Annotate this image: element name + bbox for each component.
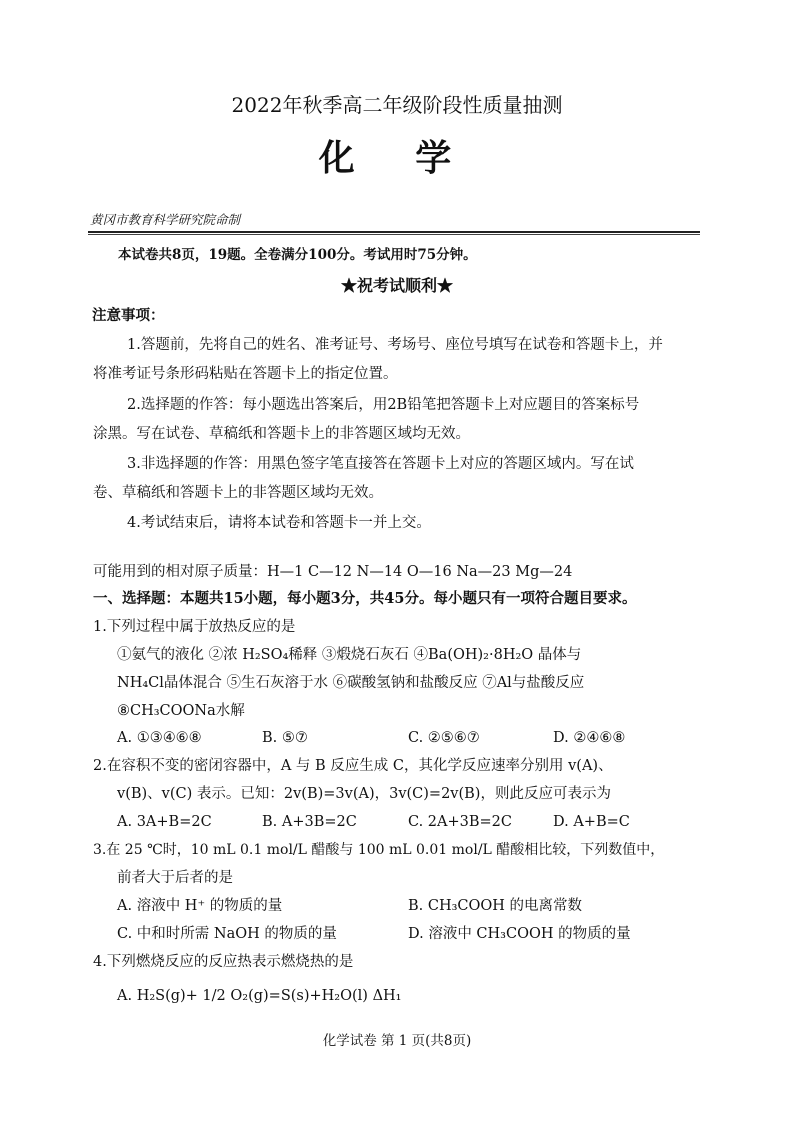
q4-option-a: A. H₂S(g)+ 1/2 O₂(g)=S(s)+H₂O(l) ΔH₁ bbox=[117, 988, 402, 1004]
q3-option-c: C. 中和时所需 NaOH 的物质的量 bbox=[117, 926, 337, 942]
notice-item-4-line-1: 4.考试结束后，请将本试卷和答题卡一并上交。 bbox=[127, 515, 431, 531]
notice-item-3-line-1: 3.非选择题的作答：用黑色签字笔直接答在答题卡上对应的答题区域内。写在试 bbox=[127, 456, 634, 472]
q1-line-1: ①氨气的液化 ②浓 H₂SO₄稀释 ③煅烧石灰石 ④Ba(OH)₂·8H₂O 晶体与 bbox=[117, 647, 582, 663]
institution-label: 黄冈市教育科学研究院命制 bbox=[90, 212, 241, 227]
q3-option-b: B. CH₃COOH 的电离常数 bbox=[408, 898, 583, 914]
q1-stem: 1.下列过程中属于放热反应的是 bbox=[93, 619, 296, 635]
q2-option-a: A. 3A+B=2C bbox=[117, 814, 212, 830]
notice-item-1-line-1: 1.答题前，先将自己的姓名、准考证号、考场号、座位号填写在试卷和答题卡上，并 bbox=[127, 337, 663, 353]
notice-item-1-line-2: 将准考证号条形码粘贴在答题卡上的指定位置。 bbox=[93, 366, 398, 382]
notice-item-2-line-2: 涂黑。写在试卷、草稿纸和答题卡上的非答题区域均无效。 bbox=[93, 426, 470, 442]
q1-option-c: C. ②⑤⑥⑦ bbox=[408, 730, 480, 746]
blessing: ★祝考试顺利★ bbox=[340, 276, 453, 295]
q2-option-c: C. 2A+3B=2C bbox=[408, 814, 512, 830]
q3-option-d: D. 溶液中 CH₃COOH 的物质的量 bbox=[408, 926, 631, 942]
q1-line-2: NH₄Cl晶体混合 ⑤生石灰溶于水 ⑥碳酸氢钠和盐酸反应 ⑦Al与盐酸反应 bbox=[117, 675, 585, 691]
exam-info: 本试卷共8页，19题。全卷满分100分。考试用时75分钟。 bbox=[118, 247, 477, 263]
q1-line-3: ⑧CH₃COONa水解 bbox=[117, 703, 245, 719]
notice-item-3-line-2: 卷、草稿纸和答题卡上的非答题区域均无效。 bbox=[93, 485, 383, 501]
q2-line-1: 2.在容积不变的密闭容器中，A 与 B 反应生成 C，其化学反应速率分别用 v(A)、 bbox=[93, 758, 613, 774]
subject-title: 化 学 bbox=[318, 137, 476, 179]
q1-option-a: A. ①③④⑥⑧ bbox=[117, 730, 202, 746]
notice-heading: 注意事项： bbox=[92, 307, 165, 324]
atomic-masses: 可能用到的相对原子质量：H—1 C—12 N—14 O—16 Na—23 Mg—24 bbox=[93, 564, 573, 580]
header-rule-thin bbox=[88, 234, 700, 235]
page-footer: 化学试卷 第 1 页(共8页) bbox=[322, 1033, 472, 1049]
section-1-heading: 一、选择题：本题共15小题，每小题3分，共45分。每小题只有一项符合题目要求。 bbox=[93, 590, 637, 607]
q4-stem: 4.下列燃烧反应的反应热表示燃烧热的是 bbox=[93, 954, 354, 970]
notice-item-2-line-1: 2.选择题的作答：每小题选出答案后，用2B铅笔把答题卡上对应题目的答案标号 bbox=[127, 397, 640, 413]
q2-line-2: v(B)、v(C) 表示。已知：2v(B)=3v(A)，3v(C)=2v(B)，则此反应可表示为 bbox=[117, 786, 611, 802]
header-rule bbox=[88, 231, 700, 233]
q1-option-d: D. ②④⑥⑧ bbox=[553, 730, 626, 746]
q3-option-a: A. 溶液中 H⁺ 的物质的量 bbox=[117, 898, 283, 914]
exam-title: 2022年秋季高二年级阶段性质量抽测 bbox=[231, 93, 563, 117]
q1-option-b: B. ⑤⑦ bbox=[262, 730, 308, 746]
q2-option-d: D. A+B=C bbox=[553, 814, 630, 830]
q3-line-1: 3.在 25 ℃时，10 mL 0.1 mol/L 醋酸与 100 mL 0.01 mol/L 醋酸相比较，下列数值中， bbox=[93, 842, 665, 858]
q3-line-2: 前者大于后者的是 bbox=[117, 870, 233, 886]
q2-option-b: B. A+3B=2C bbox=[262, 814, 357, 830]
